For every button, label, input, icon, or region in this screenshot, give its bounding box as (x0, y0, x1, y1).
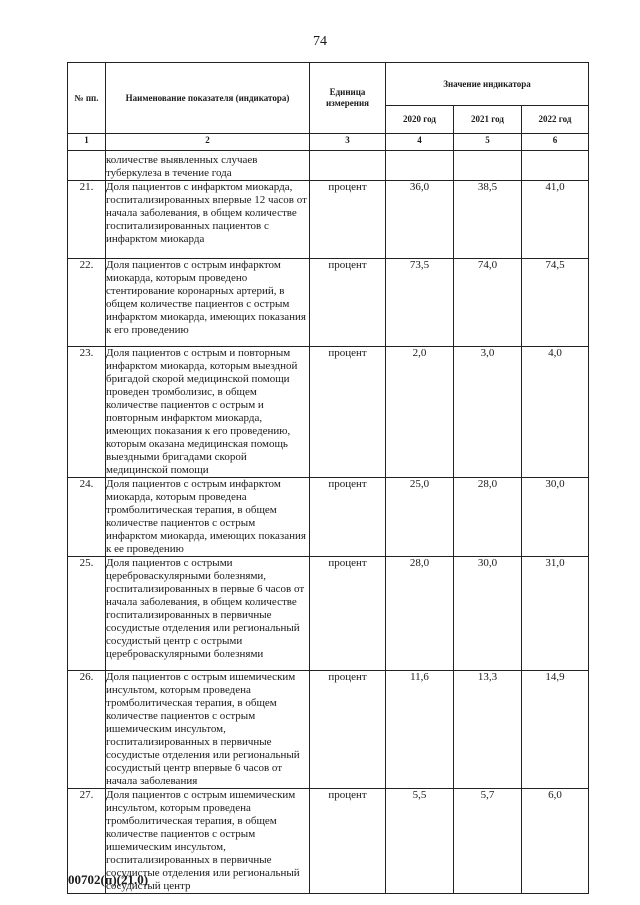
value-2020: 2,0 (386, 347, 454, 478)
header-year-2020: 2020 год (386, 106, 454, 134)
row-number: 25. (68, 557, 106, 671)
value-2020: 11,6 (386, 671, 454, 789)
value-2020 (386, 151, 454, 181)
indicator-name: Доля пациентов с острым инфарктом миокарда, которым проведена тромболитическая терапия, в общем количестве пациентов с острым инфарктом миокарда, имеющих показания к ее проведению (106, 478, 310, 557)
value-2021 (454, 151, 522, 181)
row-number: 22. (68, 259, 106, 347)
indicators-table (67, 62, 589, 894)
value-2020: 36,0 (386, 181, 454, 259)
value-2022: 4,0 (522, 347, 589, 478)
table-row (68, 478, 589, 557)
row-number: 26. (68, 671, 106, 789)
unit-cell: процент (310, 789, 386, 894)
indicator-name: Доля пациентов с инфарктом миокарда, госпитализированных впервые 12 часов от начала заболевания, в общем количестве госпитализированных пациентов с инфарктом миокарда (106, 181, 310, 259)
row-number: 21. (68, 181, 106, 259)
unit-cell: процент (310, 181, 386, 259)
table-row (68, 151, 589, 181)
indicator-name: Доля пациентов с острым ишемическим инсультом, которым проведена тромболитическая терапия, в общем количестве пациентов с острым ишемическим инсультом, госпитализированных в первичные сосудистые отделения или региональный сосудистый центр впервые 6 часов от начала заболевания (106, 671, 310, 789)
value-2020: 28,0 (386, 557, 454, 671)
header-unit: Единица измерения (310, 63, 386, 134)
value-2021: 5,7 (454, 789, 522, 894)
header-num: № пп. (68, 63, 106, 134)
header-year-2021: 2021 год (454, 106, 522, 134)
value-2020: 25,0 (386, 478, 454, 557)
column-number: 6 (522, 134, 589, 151)
indicator-name: Доля пациентов с острым инфарктом миокарда, которым проведено стентирование коронарных артерий, в общем количестве пациентов с острым инфарктом миокарда, имеющих показания к его проведению (106, 259, 310, 347)
table-row (68, 671, 589, 789)
value-2022: 41,0 (522, 181, 589, 259)
value-2022: 14,9 (522, 671, 589, 789)
value-2020: 5,5 (386, 789, 454, 894)
indicator-name: количестве выявленных случаев туберкулеза в течение года (106, 151, 310, 181)
unit-cell: процент (310, 671, 386, 789)
value-2021: 30,0 (454, 557, 522, 671)
indicator-name: Доля пациентов с острым и повторным инфарктом миокарда, которым выездной бригадой скорой медицинской помощи проведен тромболизис, в общем количестве пациентов с острым и повторным инфарктом миокарда, имеющих показания к его проведению, которым оказана медицинская помощь выездными бригадами скорой медицинской помощи (106, 347, 310, 478)
value-2021: 3,0 (454, 347, 522, 478)
table-row (68, 181, 589, 259)
unit-cell: процент (310, 259, 386, 347)
value-2022 (522, 151, 589, 181)
value-2022: 31,0 (522, 557, 589, 671)
value-2022: 30,0 (522, 478, 589, 557)
column-number: 3 (310, 134, 386, 151)
header-year-2022: 2022 год (522, 106, 589, 134)
document-code: 00702(п)(21.0) (68, 872, 149, 887)
header-value-group: Значение индикатора (386, 63, 589, 106)
table-row (68, 557, 589, 671)
unit-cell: процент (310, 557, 386, 671)
unit-cell: процент (310, 478, 386, 557)
unit-cell: процент (310, 347, 386, 478)
row-number: 23. (68, 347, 106, 478)
page-number: 74 (313, 34, 327, 49)
column-number: 2 (106, 134, 310, 151)
column-number: 1 (68, 134, 106, 151)
value-2021: 74,0 (454, 259, 522, 347)
value-2022: 6,0 (522, 789, 589, 894)
indicator-name: Доля пациентов с острыми цереброваскулярными болезнями, госпитализированных в первые 6 часов от начала заболевания, в общем количестве госпитализированных в первичные сосудистые отделения или региональный сосудистый центр с острыми цереброваскулярными болезнями (106, 557, 310, 671)
row-number (68, 151, 106, 181)
table-row (68, 259, 589, 347)
value-2021: 13,3 (454, 671, 522, 789)
row-number: 27. (68, 789, 106, 894)
header-name: Наименование показателя (индикатора) (106, 63, 310, 134)
table-row (68, 347, 589, 478)
indicator-name: Доля пациентов с острым ишемическим инсультом, которым проведена тромболитическая терапия, в общем количестве пациентов с острым ишемическим инсультом, госпитализированных в первичные сосудистые отделения или региональный сосудистый центр (106, 789, 310, 894)
column-number: 4 (386, 134, 454, 151)
row-number: 24. (68, 478, 106, 557)
value-2021: 28,0 (454, 478, 522, 557)
column-numbers-row (68, 134, 589, 151)
value-2022: 74,5 (522, 259, 589, 347)
column-number: 5 (454, 134, 522, 151)
value-2020: 73,5 (386, 259, 454, 347)
unit-cell (310, 151, 386, 181)
value-2021: 38,5 (454, 181, 522, 259)
